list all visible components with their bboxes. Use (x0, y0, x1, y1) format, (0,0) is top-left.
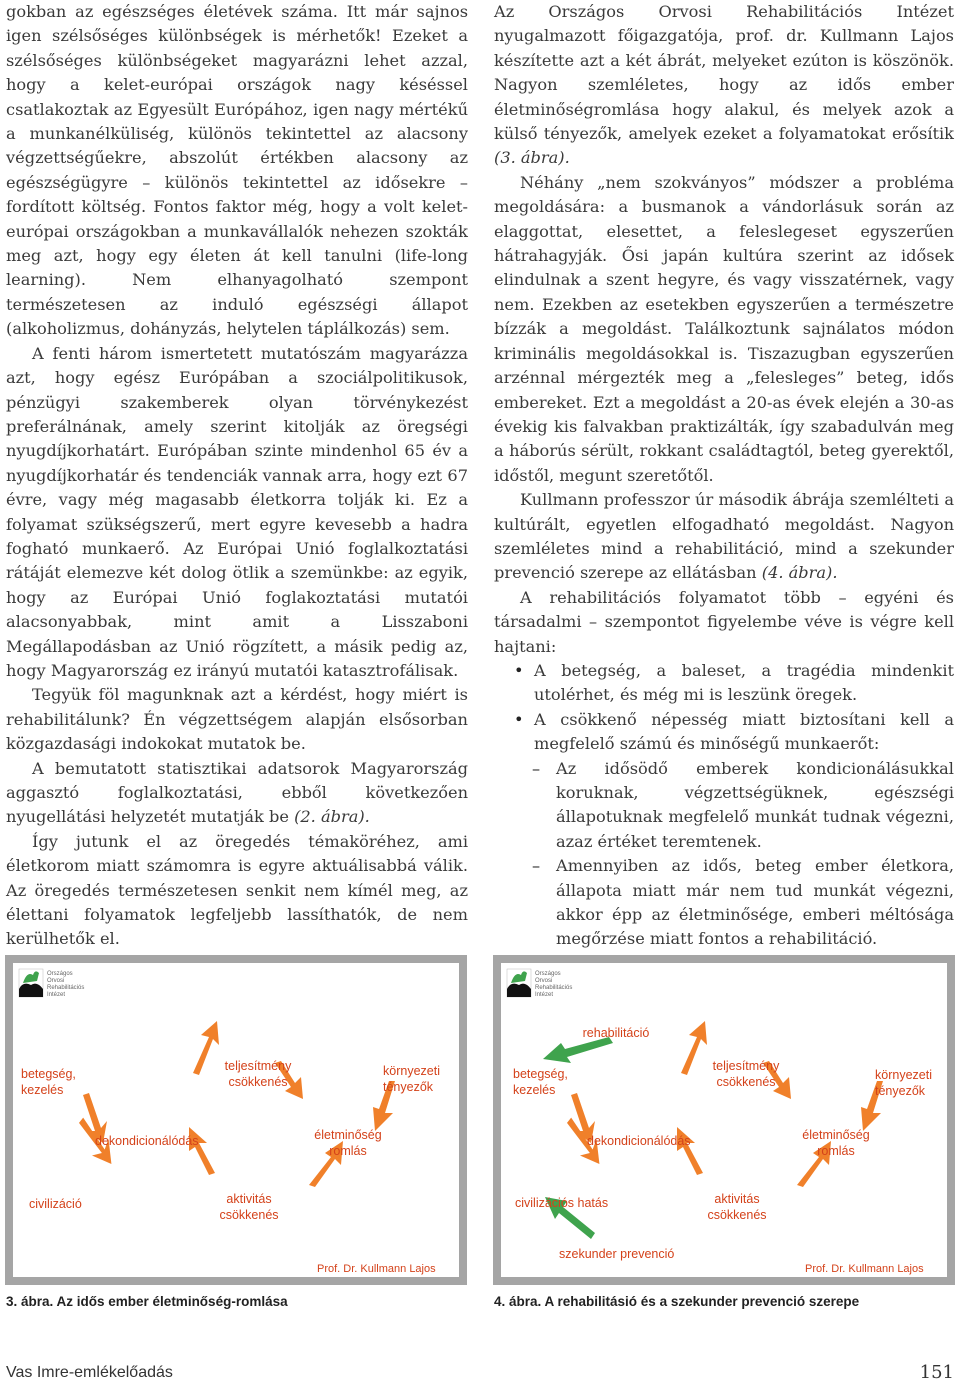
footer-title: Vas Imre-emlékelőadás (6, 1364, 173, 1381)
figure-3 (5, 955, 467, 1285)
dash-list (494, 757, 954, 952)
bullet-item: • A betegség, a baleset, a tragédia mindenkit utolérhet, és még mi is leszünk öregek. (494, 659, 954, 708)
figure-4-caption: 4. ábra. A rehabilitásió és a szekunder prevenció szerepe (494, 1294, 860, 1309)
label-aktivitas: aktivitás csökkenés (219, 1192, 279, 1222)
right-paragraph-4: A rehabilitációs folyamatot több – egyéni és társadalmi – szempontot figyelembe véve is végre kell hajtani: (494, 587, 954, 656)
left-column (6, 0, 468, 952)
label-dekondicionalodas: dekondicionálódás (587, 1134, 691, 1148)
right-paragraph-2: Néhány „nem szokványos” módszer a probléma megoldására: a busmanok a vándorlásuk során az elaggottat, elesettet, a feleslegeset egyszerűen hátrahagyják. Ősi japán kultúra szerint az idősek elindulnak a szent hegyre, és vagy visszatérnek, vagy nem. Ezekben az esetekben egyszerűen a természetre bízzák a megoldást. Találkoztunk sajnálatos módon kriminális megoldásokkal is. Tiszazugban egyszerűen arzénnal mérgezték meg a „felesleges” beteg, idős embereket. Ezt a megoldást a 20-as évek elején a 30-as évekig kis falvakban praktizálták, így szabadulván meg a háborús sérült, rokkant családtagtól, beteg gyerektől, időstől, megunt szeretőtől. (494, 172, 954, 485)
figure-4-author: Prof. Dr. Kullmann Lajos (805, 1263, 924, 1275)
label-teljesitmeny: teljesítmény csökkenés (224, 1059, 292, 1089)
label-teljesitmeny: teljesítmény csökkenés (712, 1059, 780, 1089)
left-paragraph-4 (6, 757, 468, 830)
logo-text: Országos Orvosi Rehabilitációs Intézet (535, 971, 573, 998)
label-civilizacios: civilizációs hatás (515, 1196, 609, 1210)
right-paragraph-1 (494, 0, 954, 171)
bullet-list (494, 659, 954, 757)
dash-item: – Amennyiben az idős, beteg ember életkora, állapota miatt már nem tud munkát végezni, akkor épp az életminősége, emberi méltósága megőrzése miatt fontos a rehabilitáció. (494, 854, 954, 952)
left-paragraph-1: gokban az egészséges életévek száma. Itt már sajnos igen szélsőséges különbségek is mérhetők! Ezeket a szélsőséges különbségeket magyarázni lehet azzal, hogy a kelet-európai országok nagy késéssel csatlakoztak az Egyesült Európához, igen nagy mértékű a munkanélküliség, különös tekintettel az alacsony végzettségűekre, abszolút értékben alacsony az egészségügyre – különös tekintettel az idősekre – fordított költség. Fontos faktor még, hogy a volt kelet-európai országokban a munkavállalók nehezen szokták meg azt, hogy egy életen át kell tanulni (life-long learning). Nem elhanyagolható szempont természetesen az induló egészségi állapot (alkoholizmus, dohányzás, helytelen táplálkozás) sem. (6, 2, 468, 339)
left-paragraph-5: Így jutunk el az öregedés témaköréhez, ami életkorom miatt számomra is egyre aktuálisabbá válik. Az öregedés természetesen senkit nem kímél meg, az élettani folyamatok legfeljebb lassíthatók, de nem kerülhetők el. (6, 831, 468, 949)
label-eletminoseg: életminőség romlás (802, 1128, 870, 1158)
bullet-item: • A csökkenő népesség miatt biztosítani kell a megfelelő számú és minőségű munkaerőt: (494, 708, 954, 757)
figure-4-canvas (501, 963, 947, 1277)
figure-4-arrows (501, 963, 947, 1277)
figure-3-arrows (13, 963, 459, 1277)
figure-3-reference: (3. ábra). (494, 148, 570, 168)
logo-text: Országos Orvosi Rehabilitációs Intézet (47, 971, 85, 998)
label-rehabilitacio: rehabilitáció (582, 1026, 650, 1040)
figure-4 (493, 955, 955, 1285)
right-paragraph-3 (494, 488, 954, 586)
figure-3-caption: 3. ábra. Az idős ember életminőség-romlása (6, 1294, 288, 1309)
figure-3-canvas (13, 963, 459, 1277)
page-number: 151 (919, 1362, 954, 1383)
figure-4-reference: (4. ábra). (761, 563, 838, 583)
left-paragraph-3: Tegyük föl magunknak azt a kérdést, hogy miért is rehabilitálunk? Én végzettségem alapján elsősorban közgazdasági indokokat mutatok be. (6, 685, 468, 754)
figure-2-reference: (2. ábra). (294, 807, 370, 827)
dash-item: – Az idősödő emberek kondicionálásukkal koruknak, végzettségüknek, egészségi állapotuknak megfelelő munkát tudnak végezni, azaz értéket teremtenek. (494, 757, 954, 855)
label-kornyezeti: környezeti tényezők (383, 1064, 440, 1094)
label-szekunder: szekunder prevenció (559, 1247, 675, 1261)
label-civilizacio: civilizáció (29, 1197, 82, 1211)
left-paragraph-2: A fenti három ismertetett mutatószám magyarázza azt, hogy egész Európában a szociálpolitikusok, pénzügyi szakemberek olyan törvénykezést preferálnának, amely szerint kitolják az öregségi nyugdíjkorhatárt. Európában szinte mindenhol 65 év a nyugdíjkorhatár és tendenciák vannak arra, hogy ezt 67 évre, vagy még magasabb életkorra tolják ki. Ez a folyamat szükségszerű, mert egyre kevesebb a hadra fogható munkaerő. Az Európai Unió foglalkoztatási rátáját elemezve két dolog ötlik a szemünkbe: az egyik, hogy az Európai Unió foglakoztatási mutatói alacsonyabbak, mint amit a Lisszaboni Megállapodásban az Unió rögzített, a másik pedig az, hogy Magyarország ez irányú mutatói katasztrofálisak. (6, 343, 468, 680)
label-betegseg: betegség, kezelés (21, 1067, 76, 1097)
label-kornyezeti: környezeti tényezők (875, 1068, 932, 1098)
label-dekondicionalodas: dekondicionálódás (95, 1134, 199, 1148)
institute-logo-icon (19, 969, 43, 997)
label-eletminoseg: életminőség romlás (314, 1128, 382, 1158)
institute-logo-icon (507, 969, 531, 997)
label-aktivitas: aktivitás csökkenés (707, 1192, 767, 1222)
right-paragraph-1-text: Az Országos Orvosi Rehabilitációs Intézet nyugalmazott főigazgatója, prof. dr. Kullmann Lajos készítette azt a két ábrát, melyeket ezúton is köszönök. Nagyon szemléletes, hogy az idős ember életminőségromlása hogy alakul, és melyek azok a külső tényezők, amelyek ezeket a folyamatokat erősítik (494, 2, 954, 144)
label-betegseg: betegség, kezelés (513, 1067, 568, 1097)
left-paragraph-4-text: A bemutatott statisztikai adatsorok Magyarország aggasztó foglalkoztatási, ebből következően nyugellátási helyzetét mutatják be (6, 758, 468, 827)
right-column (494, 0, 954, 952)
right-paragraph-3-text: Kullmann professzor úr második ábrája szemlélteti a kultúrált, egyetlen elfogadható megoldást. Nagyon szemléletes mind a rehabilitáció, mind a szekunder prevenció szerepe az ellátásban (494, 490, 954, 583)
figure-3-author: Prof. Dr. Kullmann Lajos (317, 1263, 436, 1275)
